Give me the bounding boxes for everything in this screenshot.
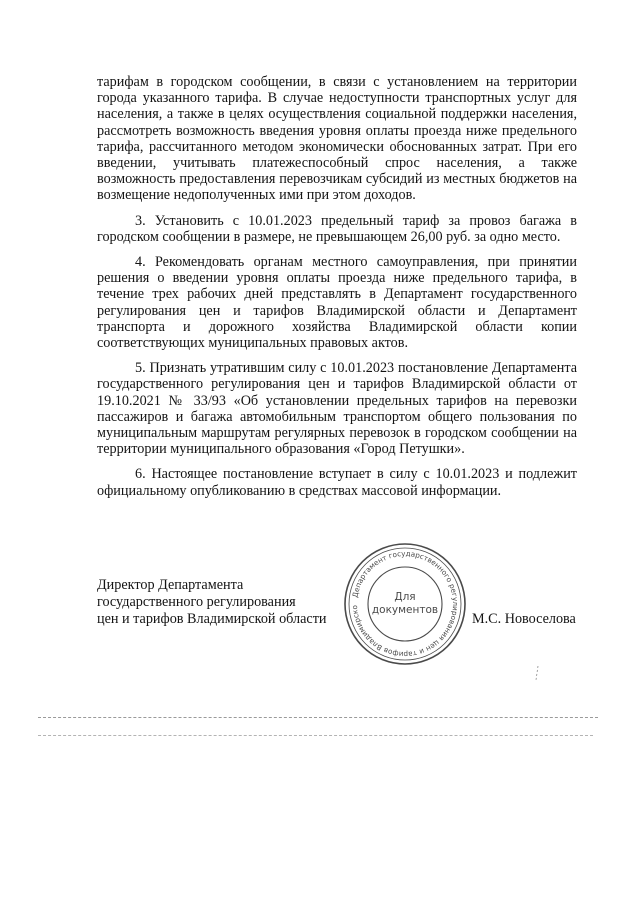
signatory-title — [97, 577, 327, 628]
paragraph-item-4: 4. Рекомендовать органам местного самоуправления, при принятии решения о введении уровня оплаты проезда ниже предельного тарифа, в течение трех рабочих дней представлять в Департамент государственного регулирования цен и тарифов Владимирской области и Департамент транспорта и дорожного хозяйства Владимирской области копии соответствующих муниципальных правовых актов. — [97, 254, 577, 352]
stamp-center-line-1: Для — [394, 591, 416, 603]
official-stamp — [342, 541, 468, 667]
signatory-title-line-1: Директор Департамента — [97, 577, 244, 593]
signatory-title-line-2: государственного регулирования — [97, 594, 296, 610]
stamp-ring-text: Департамент государственного регулирования цен и тарифов Владимирско — [349, 548, 461, 660]
signer-name: М.С. Новоселова — [472, 611, 576, 627]
scan-mark — [535, 666, 539, 680]
paragraph-continuation: тарифам в городском сообщении, в связи с установлением на территории города указанного тарифа. В случае недоступности транспортных услуг для населения, а также в целях осуществления социальной поддержки населения, рассмотреть возможность введения уровня оплаты проезда ниже предельного тарифа, рассчитанного методом экономически обоснованных затрат. При его введении, учитывать платежеспособный спрос населения, а также возможность предоставления перевозчикам субсидий из местных бюджетов на возмещение недополученных ими при этом доходов. — [97, 74, 577, 204]
stamp-center-line-2: документов — [371, 604, 439, 616]
paragraph-item-3: 3. Установить с 10.01.2023 предельный тариф за провоз багажа в городском сообщении в размере, не превышающем 26,00 руб. за одно место. — [97, 212, 577, 245]
paragraph-item-6: 6. Настоящее постановление вступает в силу с 10.01.2023 и подлежит официальному опубликованию в средствах массовой информации. — [97, 466, 577, 499]
signatory-title-line-3: цен и тарифов Владимирской области — [97, 611, 327, 627]
scan-artifact-line-2 — [38, 735, 593, 736]
paragraph-item-5: 5. Признать утратившим силу с 10.01.2023 постановление Департамента государственного регулирования цен и тарифов Владимирской области от 19.10.2021 № 33/93 «Об установлении предельных тарифов на перевозки пассажиров и багажа автомобильным транспортом общего пользования по муниципальным маршрутам регулярных перевозок в городском сообщении на территории муниципального образования «Город Петушки». — [97, 360, 577, 458]
document-body — [97, 74, 577, 508]
scan-artifact-line-1 — [38, 717, 598, 718]
stamp-seal — [342, 541, 468, 667]
